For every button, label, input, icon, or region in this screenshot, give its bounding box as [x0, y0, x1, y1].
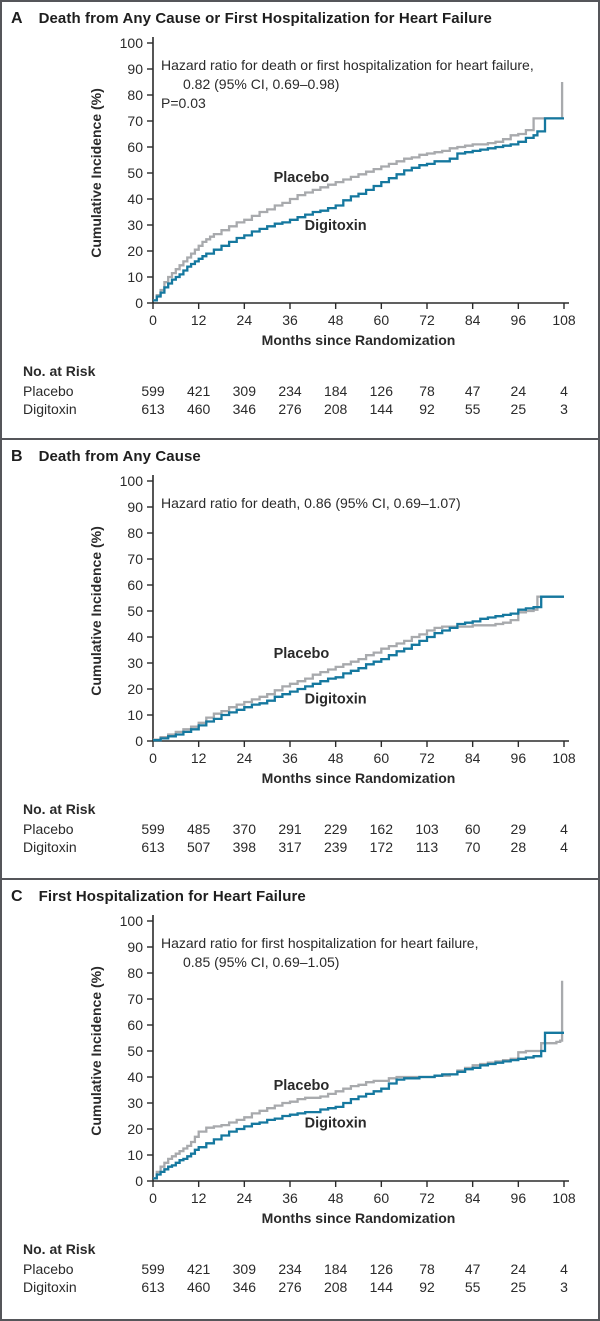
risk-value: 78 — [419, 383, 435, 399]
y-axis-label: Cumulative Incidence (%) — [88, 966, 104, 1136]
panel-a-chart — [9, 30, 591, 428]
risk-value: 599 — [141, 821, 165, 837]
risk-value: 613 — [141, 401, 165, 417]
panel-b-letter: B — [11, 448, 23, 465]
y-tick-label: 100 — [119, 35, 143, 51]
y-tick-label: 90 — [127, 61, 143, 77]
y-axis-label: Cumulative Incidence (%) — [88, 526, 104, 696]
risk-value: 78 — [419, 1261, 435, 1277]
y-tick-label: 40 — [127, 191, 143, 207]
risk-row-label: Digitoxin — [23, 1279, 77, 1295]
x-ticks — [149, 741, 576, 766]
y-tick-label: 50 — [127, 1043, 143, 1059]
y-tick-label: 60 — [127, 1017, 143, 1033]
risk-value: 24 — [510, 1261, 527, 1277]
digitoxin-curve — [153, 1033, 564, 1179]
risk-value: 346 — [232, 401, 257, 417]
x-tick-label: 72 — [419, 1190, 435, 1206]
risk-value: 144 — [369, 1279, 394, 1295]
placebo-curve — [153, 981, 562, 1179]
x-tick-label: 0 — [149, 312, 157, 328]
risk-value: 70 — [464, 839, 481, 855]
risk-value: 370 — [232, 821, 257, 837]
hazard-ratio-annotation — [161, 935, 478, 970]
no-at-risk-table — [23, 363, 568, 417]
y-tick-label: 40 — [127, 1069, 143, 1085]
y-ticks — [120, 913, 153, 1189]
x-tick-label: 48 — [327, 1190, 344, 1206]
x-tick-label: 84 — [464, 312, 481, 328]
x-tick-label: 36 — [282, 1190, 298, 1206]
risk-value: 4 — [560, 383, 568, 399]
risk-value: 47 — [464, 383, 481, 399]
risk-value: 460 — [186, 1279, 211, 1295]
risk-value: 113 — [415, 839, 439, 855]
x-tick-label: 24 — [236, 312, 253, 328]
digitoxin-series-label: Digitoxin — [304, 1115, 367, 1132]
no-at-risk-table — [23, 801, 568, 855]
risk-value: 47 — [464, 1261, 481, 1277]
x-axis-label: Months since Randomization — [261, 1210, 456, 1226]
risk-value: 184 — [323, 1261, 348, 1277]
y-tick-label: 20 — [127, 681, 143, 697]
hazard-ratio-annotation — [161, 57, 534, 111]
risk-value: 3 — [560, 401, 568, 417]
x-tick-label: 72 — [419, 312, 435, 328]
y-tick-label: 40 — [127, 629, 143, 645]
risk-value: 229 — [323, 821, 348, 837]
digitoxin-series-label: Digitoxin — [304, 218, 367, 235]
risk-value: 55 — [464, 401, 481, 417]
digitoxin-series-label: Digitoxin — [304, 691, 367, 708]
x-tick-label: 24 — [236, 1190, 253, 1206]
risk-value: 485 — [186, 821, 211, 837]
x-tick-label: 48 — [327, 312, 344, 328]
risk-value: 126 — [369, 1261, 394, 1277]
risk-value: 613 — [141, 1279, 165, 1295]
risk-value: 4 — [560, 1261, 568, 1277]
risk-value: 208 — [323, 1279, 348, 1295]
annotation-line: 0.85 (95% CI, 0.69–1.05) — [183, 954, 340, 970]
risk-value: 317 — [278, 839, 302, 855]
annotation-line: 0.82 (95% CI, 0.69–0.98) — [183, 76, 340, 92]
y-tick-label: 20 — [127, 243, 143, 259]
y-tick-label: 10 — [127, 707, 143, 723]
risk-value: 28 — [510, 839, 527, 855]
risk-value: 25 — [510, 401, 527, 417]
risk-value: 309 — [232, 1261, 257, 1277]
risk-value: 507 — [186, 839, 211, 855]
annotation-line: Hazard ratio for first hospitalization for heart failure, — [161, 935, 479, 951]
risk-value: 208 — [323, 401, 348, 417]
x-tick-label: 60 — [373, 312, 390, 328]
y-tick-label: 50 — [127, 165, 143, 181]
x-tick-label: 0 — [149, 750, 157, 766]
x-tick-label: 84 — [464, 1190, 481, 1206]
x-tick-label: 96 — [510, 750, 527, 766]
risk-value: 599 — [141, 1261, 165, 1277]
y-tick-label: 30 — [127, 217, 143, 233]
y-tick-label: 80 — [127, 965, 143, 981]
risk-value: 3 — [560, 1279, 568, 1295]
y-tick-label: 0 — [135, 295, 143, 311]
y-tick-label: 30 — [127, 655, 143, 671]
x-axis-label: Months since Randomization — [261, 770, 456, 786]
y-tick-label: 0 — [135, 1173, 143, 1189]
y-tick-label: 60 — [127, 577, 143, 593]
risk-value: 92 — [419, 1279, 435, 1295]
y-tick-label: 70 — [127, 991, 143, 1007]
y-tick-label: 10 — [127, 269, 143, 285]
risk-value: 291 — [278, 821, 302, 837]
no-at-risk-table — [23, 1241, 568, 1295]
x-tick-label: 12 — [190, 750, 207, 766]
panel-c-chart — [9, 908, 591, 1306]
risk-value: 4 — [560, 839, 568, 855]
y-tick-label: 60 — [127, 139, 143, 155]
risk-value: 234 — [278, 1261, 302, 1277]
risk-value: 126 — [369, 383, 394, 399]
no-at-risk-header: No. at Risk — [23, 801, 96, 817]
panel-c-title-text: First Hospitalization for Heart Failure — [38, 888, 306, 905]
risk-row-label: Placebo — [23, 1261, 74, 1277]
y-tick-label: 30 — [127, 1095, 143, 1111]
panel-b — [2, 440, 598, 880]
risk-value: 234 — [278, 383, 302, 399]
y-ticks — [120, 473, 153, 749]
panel-a-title — [11, 10, 591, 28]
y-tick-label: 70 — [127, 551, 143, 567]
y-tick-label: 70 — [127, 113, 143, 129]
risk-value: 309 — [232, 383, 257, 399]
digitoxin-curve — [153, 597, 564, 741]
risk-value: 398 — [232, 839, 257, 855]
x-tick-label: 84 — [464, 750, 481, 766]
x-tick-label: 108 — [552, 1190, 576, 1206]
y-tick-label: 80 — [127, 525, 143, 541]
placebo-series-label: Placebo — [273, 645, 330, 662]
annotation-line: Hazard ratio for death or first hospitalization for heart failure, — [161, 57, 534, 73]
risk-value: 92 — [419, 401, 435, 417]
annotation-line: P=0.03 — [161, 95, 206, 111]
risk-value: 29 — [510, 821, 527, 837]
risk-value: 460 — [186, 401, 211, 417]
y-tick-label: 90 — [127, 939, 143, 955]
x-tick-label: 72 — [419, 750, 435, 766]
risk-value: 613 — [141, 839, 165, 855]
panel-a-title-text: Death from Any Cause or First Hospitalization for Heart Failure — [38, 10, 492, 27]
placebo-series-label: Placebo — [273, 170, 330, 187]
x-tick-label: 108 — [552, 312, 576, 328]
risk-value: 421 — [186, 383, 211, 399]
x-axis-label: Months since Randomization — [261, 332, 456, 348]
risk-value: 4 — [560, 821, 568, 837]
y-tick-label: 50 — [127, 603, 143, 619]
x-tick-label: 108 — [552, 750, 576, 766]
panel-c-title — [11, 888, 591, 906]
risk-value: 276 — [278, 401, 302, 417]
x-tick-label: 48 — [327, 750, 344, 766]
x-ticks — [149, 1181, 576, 1206]
risk-row-label: Digitoxin — [23, 401, 77, 417]
risk-value: 276 — [278, 1279, 302, 1295]
panel-a-letter: A — [11, 10, 23, 27]
y-tick-label: 20 — [127, 1121, 143, 1137]
hazard-ratio-annotation — [161, 495, 461, 511]
risk-value: 25 — [510, 1279, 527, 1295]
y-axis-label: Cumulative Incidence (%) — [88, 88, 104, 258]
placebo-series-label: Placebo — [273, 1078, 330, 1094]
x-tick-label: 24 — [236, 750, 253, 766]
panel-b-title-text: Death from Any Cause — [38, 448, 201, 465]
risk-value: 172 — [369, 839, 394, 855]
x-ticks — [149, 303, 576, 328]
y-tick-label: 80 — [127, 87, 143, 103]
x-tick-label: 0 — [149, 1190, 157, 1206]
risk-value: 144 — [369, 401, 394, 417]
risk-value: 239 — [323, 839, 348, 855]
x-tick-label: 12 — [190, 312, 207, 328]
no-at-risk-header: No. at Risk — [23, 363, 96, 379]
risk-row-label: Digitoxin — [23, 839, 77, 855]
risk-row-label: Placebo — [23, 821, 74, 837]
panel-c-letter: C — [11, 888, 23, 905]
panel-c — [2, 880, 598, 1319]
no-at-risk-header: No. at Risk — [23, 1241, 96, 1257]
digitoxin-curve — [153, 118, 564, 300]
panel-b-title — [11, 448, 591, 466]
placebo-curve — [153, 82, 562, 300]
x-tick-label: 60 — [373, 1190, 390, 1206]
x-tick-label: 36 — [282, 750, 298, 766]
risk-row-label: Placebo — [23, 383, 74, 399]
x-tick-label: 96 — [510, 312, 527, 328]
risk-value: 421 — [186, 1261, 211, 1277]
y-ticks — [120, 35, 153, 311]
x-tick-label: 60 — [373, 750, 390, 766]
y-tick-label: 100 — [119, 473, 143, 489]
risk-value: 162 — [369, 821, 394, 837]
y-tick-label: 100 — [119, 913, 143, 929]
risk-value: 599 — [141, 383, 165, 399]
risk-value: 346 — [232, 1279, 257, 1295]
risk-value: 55 — [464, 1279, 481, 1295]
panel-b-chart — [9, 468, 591, 866]
annotation-line: Hazard ratio for death, 0.86 (95% CI, 0.69–1.07) — [161, 495, 461, 511]
y-tick-label: 90 — [127, 499, 143, 515]
y-tick-label: 10 — [127, 1147, 143, 1163]
x-tick-label: 36 — [282, 312, 298, 328]
risk-value: 24 — [510, 383, 527, 399]
risk-value: 60 — [464, 821, 481, 837]
panel-a — [2, 2, 598, 440]
y-tick-label: 0 — [135, 733, 143, 749]
x-tick-label: 12 — [190, 1190, 207, 1206]
x-tick-label: 96 — [510, 1190, 527, 1206]
risk-value: 103 — [415, 821, 439, 837]
risk-value: 184 — [323, 383, 348, 399]
